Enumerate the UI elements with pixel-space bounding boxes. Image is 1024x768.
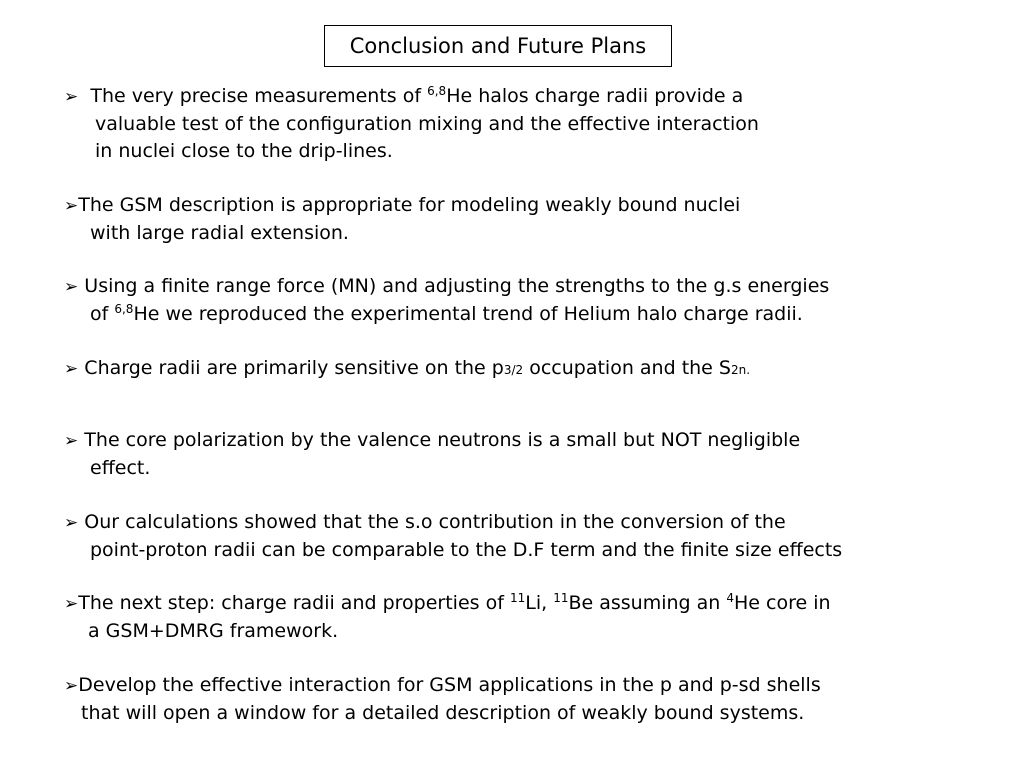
bullet-1-line-2: valuable test of the configuration mixing and the effective interaction — [95, 113, 759, 135]
bullet-6-line-2: point-proton radii can be comparable to the D.F term and the finite size effects — [90, 539, 843, 561]
bullet-7-line-2: a GSM+DMRG framework. — [88, 620, 339, 642]
bullet-5-line-2: effect. — [90, 457, 151, 479]
arrow-bullet-icon: ➢ — [64, 676, 79, 696]
arrow-bullet-icon: ➢ — [64, 87, 79, 107]
bullet-3-line-2: of $^{6,8}$He we reproduced the experimental trend of Helium halo charge radii. — [90, 302, 803, 325]
bullet-1 — [64, 83, 759, 165]
bullet-2 — [64, 192, 740, 247]
arrow-bullet-icon: ➢ — [64, 513, 79, 533]
bullet-6 — [64, 509, 842, 564]
arrow-bullet-icon: ➢ — [64, 431, 79, 451]
arrow-bullet-icon: ➢ — [64, 594, 79, 614]
bullet-3 — [64, 273, 829, 328]
bullet-8-line-2: that will open a window for a detailed description of weakly bound systems. — [81, 702, 805, 724]
bullet-7 — [64, 590, 831, 645]
bullet-6-line-1: ➢ Our calculations showed that the s.o contribution in the conversion of the — [64, 511, 786, 533]
bullet-8 — [64, 672, 821, 727]
bullet-3-line-1: ➢ Using a finite range force (MN) and adjusting the strengths to the g.s energies — [64, 275, 830, 297]
bullet-5 — [64, 427, 800, 482]
bullet-2-line-2: with large radial extension. — [90, 222, 349, 244]
bullet-4 — [64, 355, 750, 384]
slide-title-text: Conclusion and Future Plans — [349, 34, 647, 58]
arrow-bullet-icon: ➢ — [64, 196, 79, 216]
bullet-7-line-1: ➢The next step: charge radii and properties of $^{11}$Li, $^{11}$Be assuming an $^4$He core in — [64, 591, 831, 614]
arrow-bullet-icon: ➢ — [64, 359, 79, 379]
bullet-8-line-1: ➢Develop the effective interaction for GSM applications in the p and p-sd shells — [64, 674, 821, 696]
bullet-5-line-1: ➢ The core polarization by the valence neutrons is a small but NOT negligible — [64, 429, 801, 451]
bullet-2-line-1: ➢The GSM description is appropriate for modeling weakly bound nuclei — [64, 194, 741, 216]
bullet-1-line-1: ➢ The very precise measurements of $^{6,8}$He halos charge radii provide a — [64, 84, 744, 107]
bullet-1-line-3: in nuclei close to the drip-lines. — [95, 140, 393, 162]
bullet-4-line-1: ➢ Charge radii are primarily sensitive on the p3/2 occupation and the S2n. — [64, 357, 751, 379]
arrow-bullet-icon: ➢ — [64, 277, 79, 297]
slide-title — [324, 25, 672, 67]
